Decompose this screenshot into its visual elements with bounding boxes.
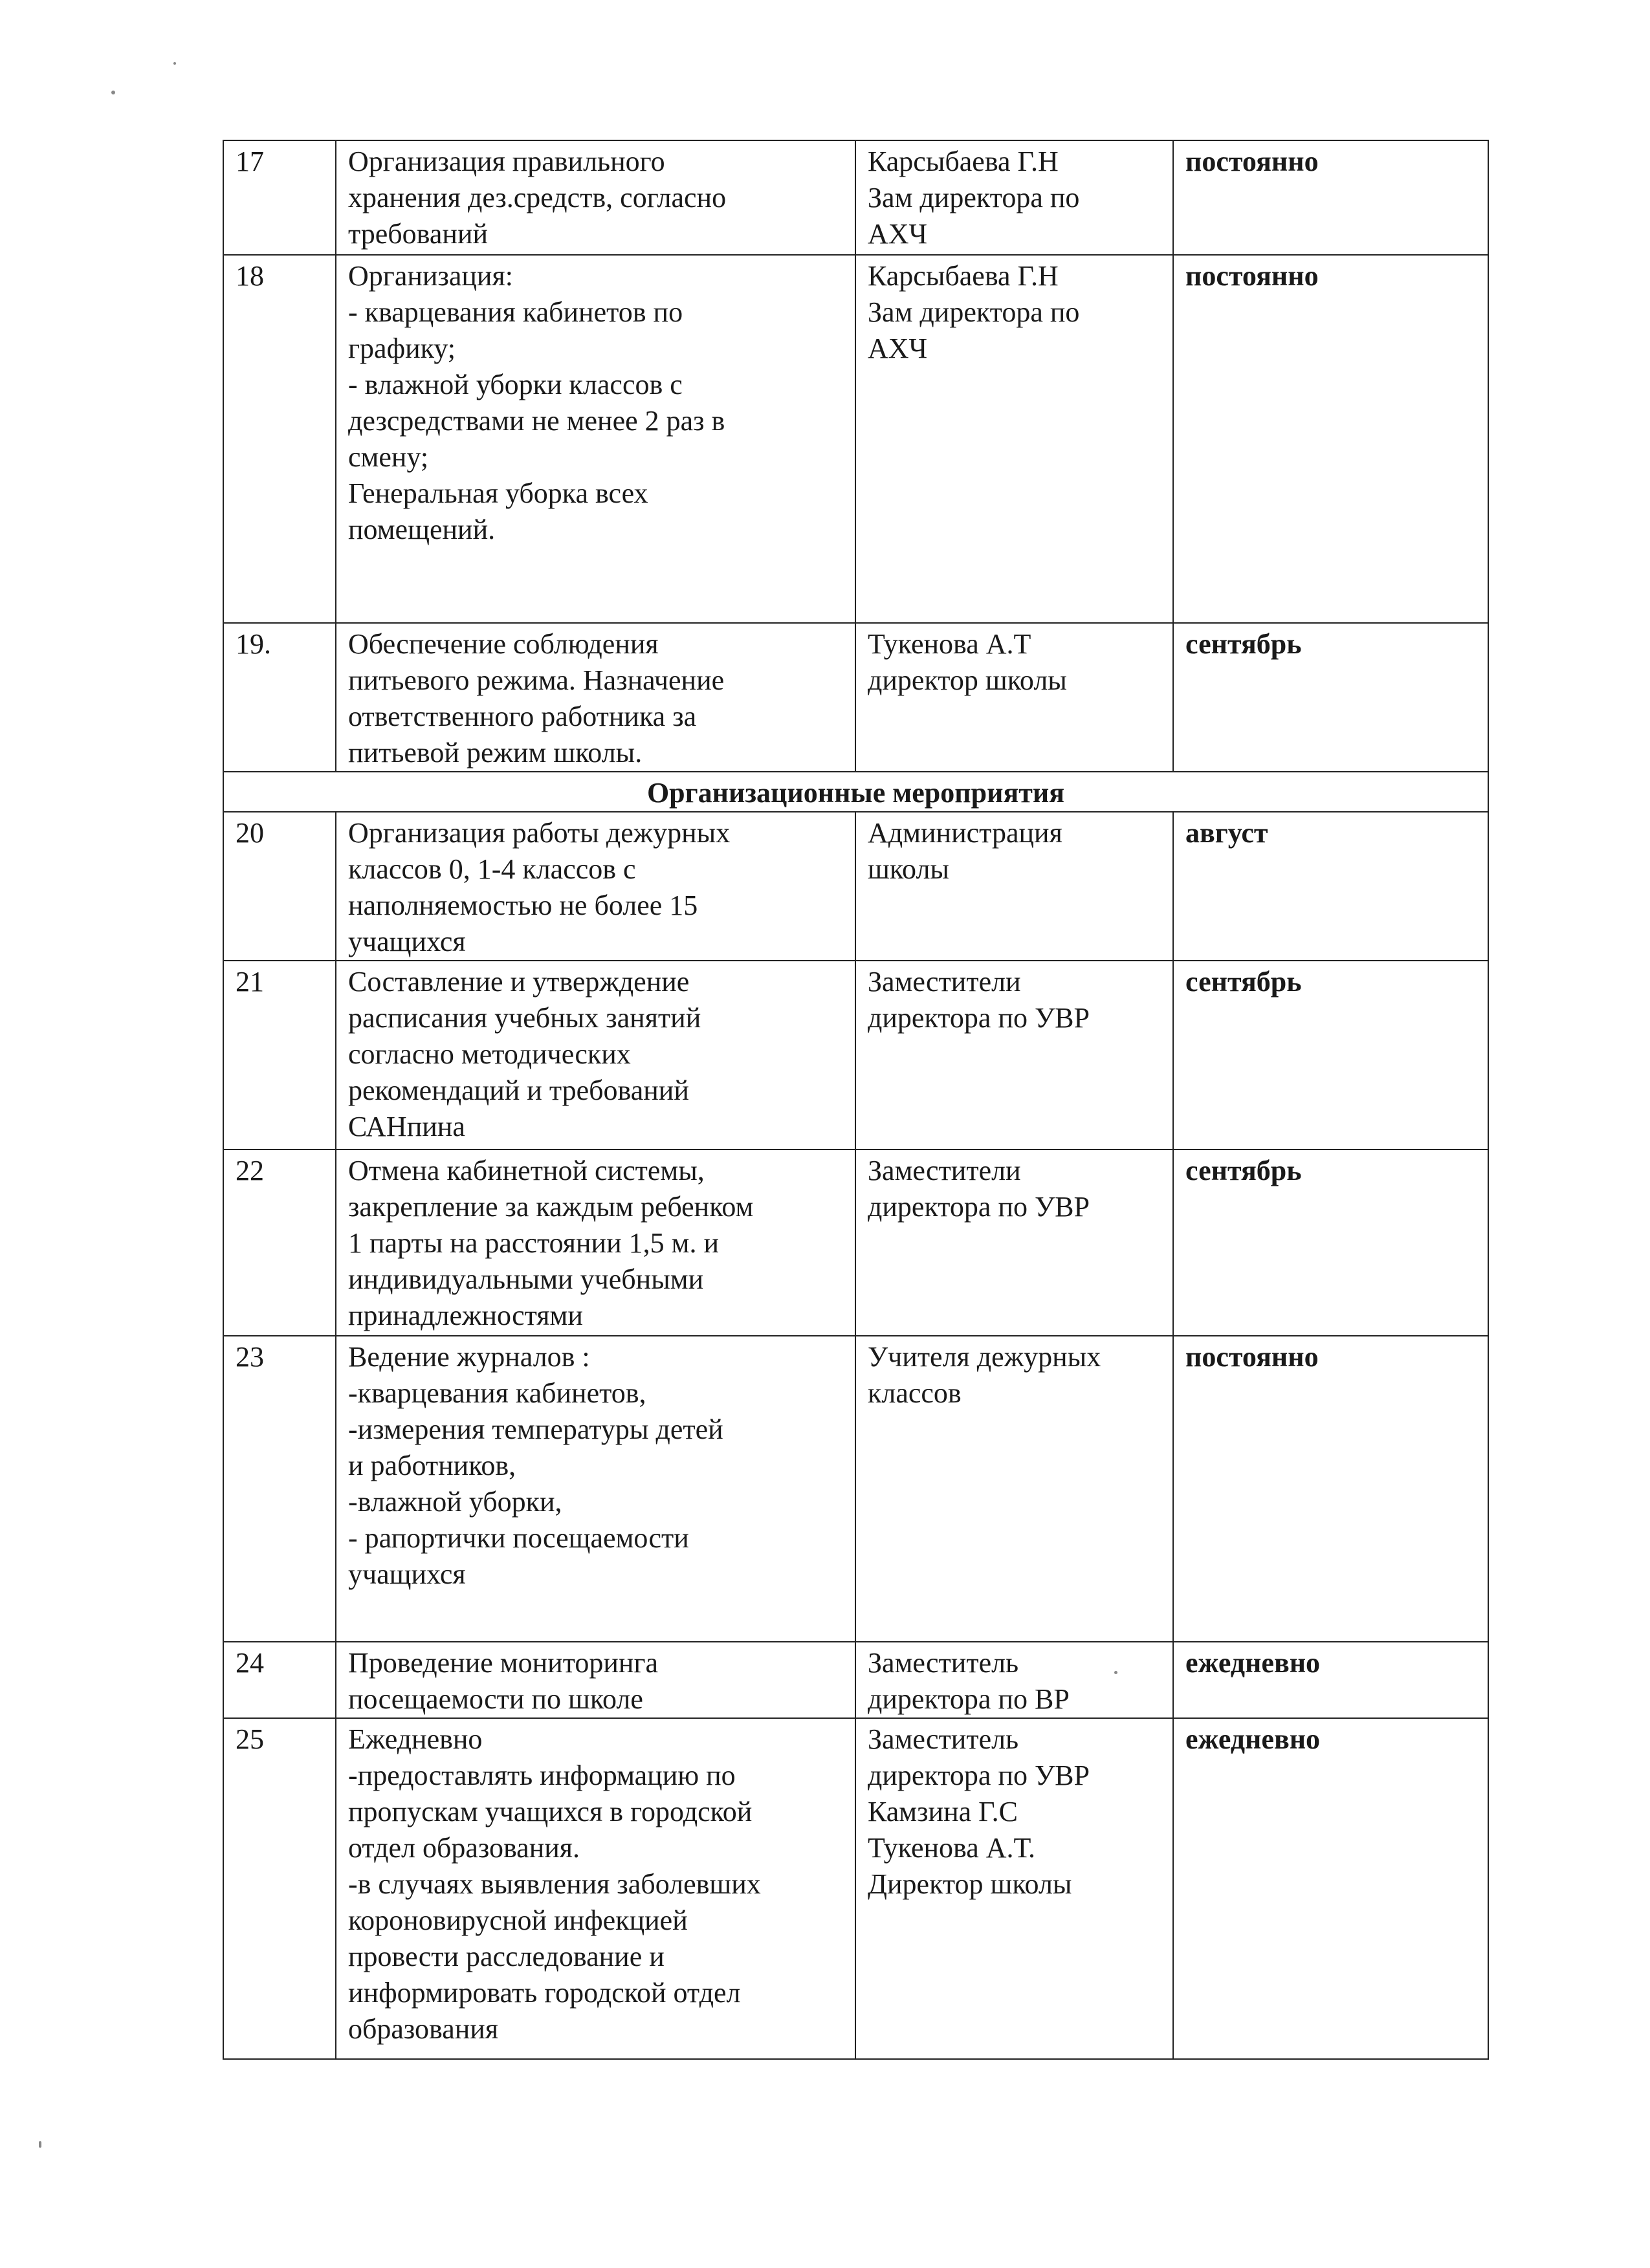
scan-speck [39,2141,41,2148]
row-number: 20 [223,812,336,961]
row-number: 18 [223,255,336,623]
table-row [223,255,1488,623]
table-row [223,1336,1488,1642]
responsible-cell: Администрация школы [855,812,1173,961]
task-cell: Ведение журналов : -кварцевания кабинетов, -измерения температуры детей и работников, -влажной уборки, - рапортички посещаемости учащихся [336,1336,855,1642]
task-cell: Отмена кабинетной системы, закрепление за каждым ребенком 1 парты на расстоянии 1,5 м. и индивидуальными учебными принадлежностями [336,1150,855,1336]
due-cell: постоянно [1173,1336,1488,1642]
task-cell: Проведение мониторинга посещаемости по школе [336,1642,855,1718]
table-row [223,812,1488,961]
responsible-cell: Тукенова А.Т директор школы [855,623,1173,772]
due-cell: ежедневно [1173,1642,1488,1718]
due-cell: постоянно [1173,255,1488,623]
table-row [223,961,1488,1150]
table-row [223,623,1488,772]
due-cell: ежедневно [1173,1718,1488,2059]
responsible-cell: Заместитель директора по ВР [855,1642,1173,1718]
scan-speck [111,91,115,94]
section-row [223,772,1488,812]
scan-speck [173,62,176,65]
table-row [223,1150,1488,1336]
row-number: 17 [223,140,336,255]
scan-speck [1114,1671,1117,1674]
table-row [223,140,1488,255]
row-number: 19. [223,623,336,772]
task-cell: Составление и утверждение расписания учебных занятий согласно методических рекомендаций и требований САНпина [336,961,855,1150]
row-number: 23 [223,1336,336,1642]
responsible-cell: Заместители директора по УВР [855,1150,1173,1336]
row-number: 21 [223,961,336,1150]
responsible-cell: Карсыбаева Г.Н Зам директора по АХЧ [855,140,1173,255]
responsible-cell: Заместители директора по УВР [855,961,1173,1150]
activity-plan-table [223,140,1489,2060]
task-cell: Обеспечение соблюдения питьевого режима. Назначение ответственного работника за питьевой режим школы. [336,623,855,772]
section-heading: Организационные мероприятия [223,772,1488,812]
responsible-cell: Заместитель директора по УВР Камзина Г.С Тукенова А.Т. Директор школы [855,1718,1173,2059]
due-cell: сентябрь [1173,1150,1488,1336]
row-number: 24 [223,1642,336,1718]
task-cell: Ежедневно -предоставлять информацию по пропускам учащихся в городской отдел образования. -в случаях выявления заболевших короновирусной инфекцией провести расследование и информировать городской отдел образования [336,1718,855,2059]
due-cell: сентябрь [1173,623,1488,772]
row-number: 22 [223,1150,336,1336]
responsible-cell: Карсыбаева Г.Н Зам директора по АХЧ [855,255,1173,623]
task-cell: Организация правильного хранения дез.средств, согласно требований [336,140,855,255]
table-row [223,1642,1488,1718]
table-row [223,1718,1488,2059]
due-cell: сентябрь [1173,961,1488,1150]
task-cell: Организация работы дежурных классов 0, 1-4 классов с наполняемостью не более 15 учащихся [336,812,855,961]
row-number: 25 [223,1718,336,2059]
responsible-cell: Учителя дежурных классов [855,1336,1173,1642]
task-cell: Организация: - кварцевания кабинетов по графику; - влажной уборки классов с дезсредствами не менее 2 раз в смену; Генеральная уборка всех помещений. [336,255,855,623]
due-cell: постоянно [1173,140,1488,255]
due-cell: август [1173,812,1488,961]
